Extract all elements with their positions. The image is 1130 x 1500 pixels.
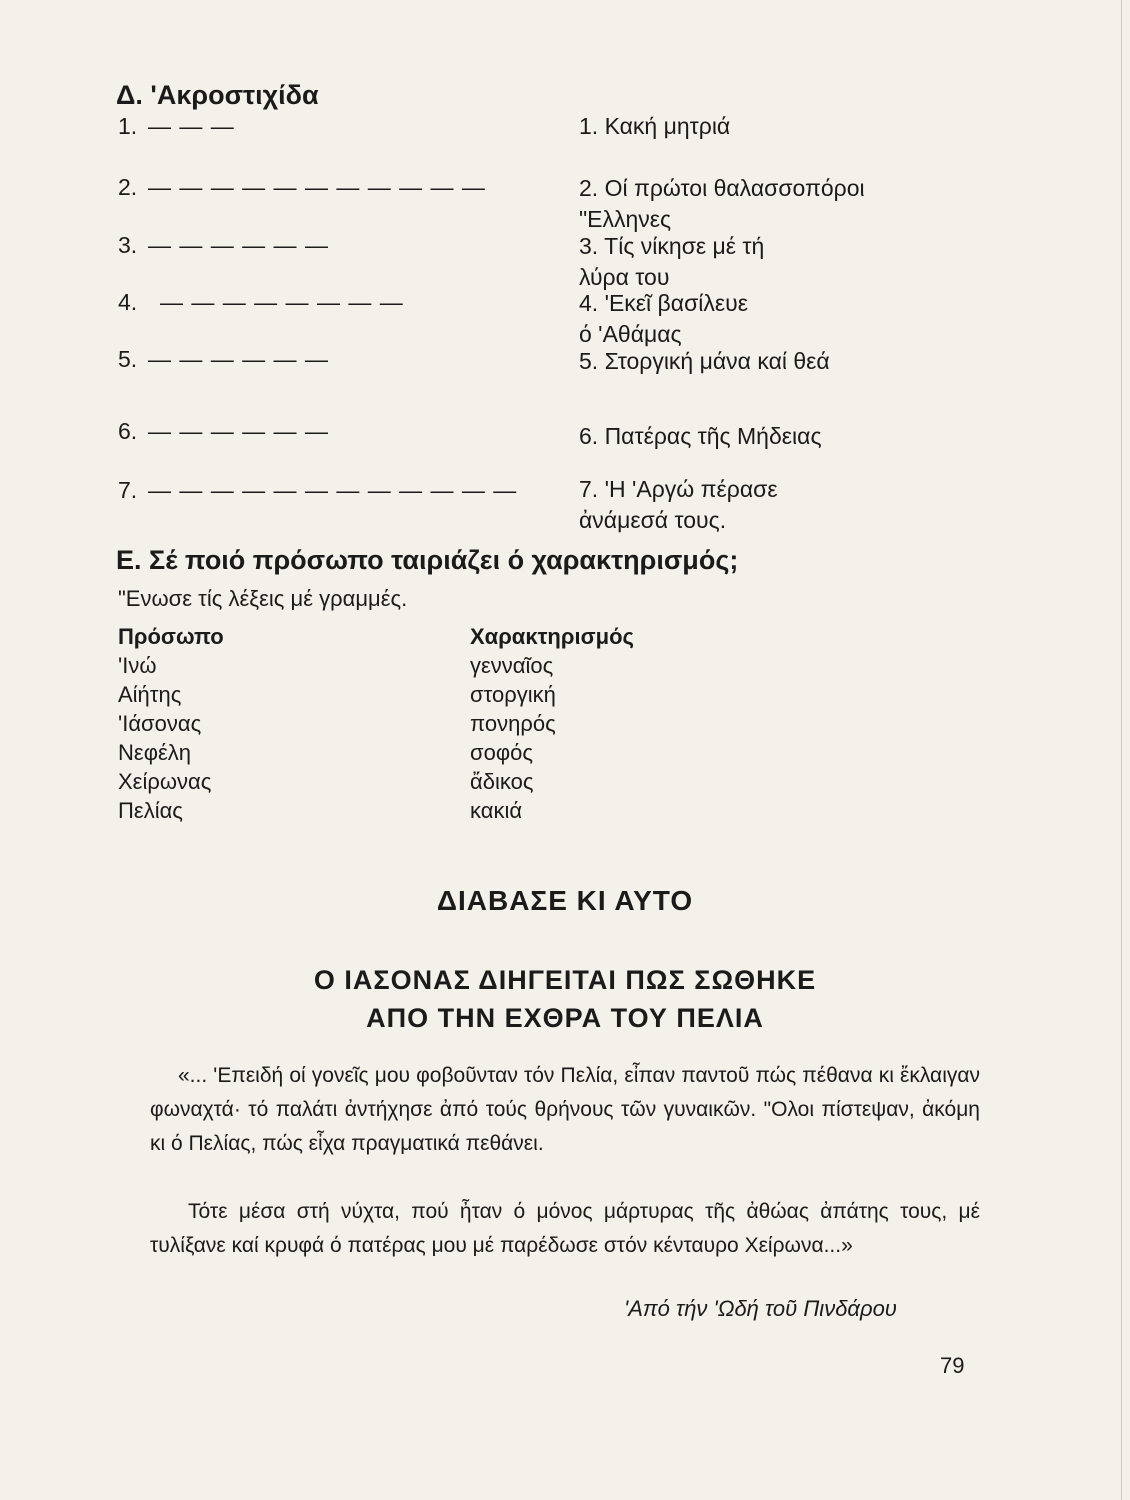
acrostic-clue: 5. Στοργική μάνα καί θεά (579, 348, 830, 374)
acrostic-blanks: — — — — — — (148, 232, 329, 258)
acrostic-number: 4. (118, 289, 138, 315)
acrostic-clue: 1. Κακή μητριά (579, 113, 731, 139)
acrostic-number: 6. (118, 418, 138, 444)
trait-item: ἄδικος (470, 769, 534, 794)
traits-header: Χαρακτηρισμός (470, 624, 634, 649)
acrostic-clue: 4. 'Εκεῖ βασίλευε ό 'Αθάμας (579, 290, 748, 347)
acrostic-blanks: — — — — — — (148, 346, 329, 372)
acrostic-clue: 2. Οί πρώτοι θαλασσοπόροι "Ελληνες (579, 175, 865, 232)
person-item: Αίήτης (118, 682, 182, 707)
page-number: 79 (940, 1353, 965, 1378)
story-paragraph-2: Τότε μέσα στή νύχτα, πού ἦταν ό μόνος μάρτυρας τῆς ἀθώας ἀπάτης τους, μέ τυλίξανε καί κρυφά ό πατέρας μου μέ παρέδωσε στόν κένταυρο Χείρωνα...» (150, 1200, 980, 1257)
acrostic-number: 3. (118, 232, 138, 258)
acrostic-number: 1. (118, 113, 138, 139)
acrostic-clue: 6. Πατέρας τῆς Μήδειας (579, 423, 822, 449)
page-edge (1121, 0, 1122, 1500)
trait-item: γενναῖος (470, 653, 554, 678)
acrostic-blanks: — — — (148, 113, 235, 139)
persons-header: Πρόσωπο (118, 624, 224, 649)
acrostic-blanks: — — — — — — (148, 418, 329, 444)
acrostic-number: 5. (118, 346, 138, 372)
person-item: Πελίας (118, 798, 183, 823)
acrostic-number: 2. (118, 174, 138, 200)
person-item: Νεφέλη (118, 740, 192, 765)
acrostic-blanks: — — — — — — — — — — — — (148, 477, 518, 503)
acrostic-number: 7. (118, 477, 138, 503)
person-item: 'Ινώ (118, 653, 157, 678)
story-paragraph-1: «... 'Επειδή οί γονεῖς μου φοβοῦνταν τόν Πελία, εἶπαν παντοῦ πώς πέθανα κι ἔκλαιγαν φωναχτά· τό παλάτι ἀντήχησε ἀπό τούς θρήνους τῶν γυναικῶν. "Ολοι πίστεψαν, ἀκόμη κι ό Πελίας, πώς εἶχα πραγματικά πεθάνει. (150, 1064, 980, 1155)
story-attribution: 'Από τήν 'Ωδή τοῦ Πινδάρου (624, 1296, 897, 1321)
acrostic-clue: 3. Τίς νίκησε μέ τή λύρα του (579, 233, 765, 290)
trait-item: σοφός (470, 740, 533, 765)
story-title-line1: Ο ΙΑΣΟΝΑΣ ΔΙΗΓΕΙΤΑΙ ΠΩΣ ΣΩΘΗΚΕ (313, 965, 817, 995)
section-e-instruction: "Ενωσε τίς λέξεις μέ γραμμές. (118, 586, 408, 611)
acrostic-clue: 7. 'Η 'Αργώ πέρασε ἀνάμεσά τους. (579, 476, 778, 533)
acrostic-blanks: — — — — — — — — — — — (148, 174, 486, 200)
acrostic-blanks: — — — — — — — — (160, 289, 404, 315)
trait-item: πονηρός (470, 711, 556, 736)
person-item: Χείρωνας (118, 769, 212, 794)
story-title-line2: ΑΠΟ ΤΗΝ ΕΧΘΡΑ ΤΟΥ ΠΕΛΙΑ (366, 1003, 764, 1033)
reading-heading: ΔΙΑΒΑΣΕ ΚΙ ΑΥΤΟ (436, 885, 694, 916)
person-item: 'Ιάσονας (118, 711, 202, 736)
section-e-title: Ε. Σέ ποιό πρόσωπο ταιριάζει ό χαρακτηρισμός; (116, 545, 739, 575)
trait-item: στοργική (470, 682, 556, 707)
section-d-title: Δ. 'Ακροστιχίδα (116, 80, 319, 110)
trait-item: κακιά (470, 798, 523, 823)
